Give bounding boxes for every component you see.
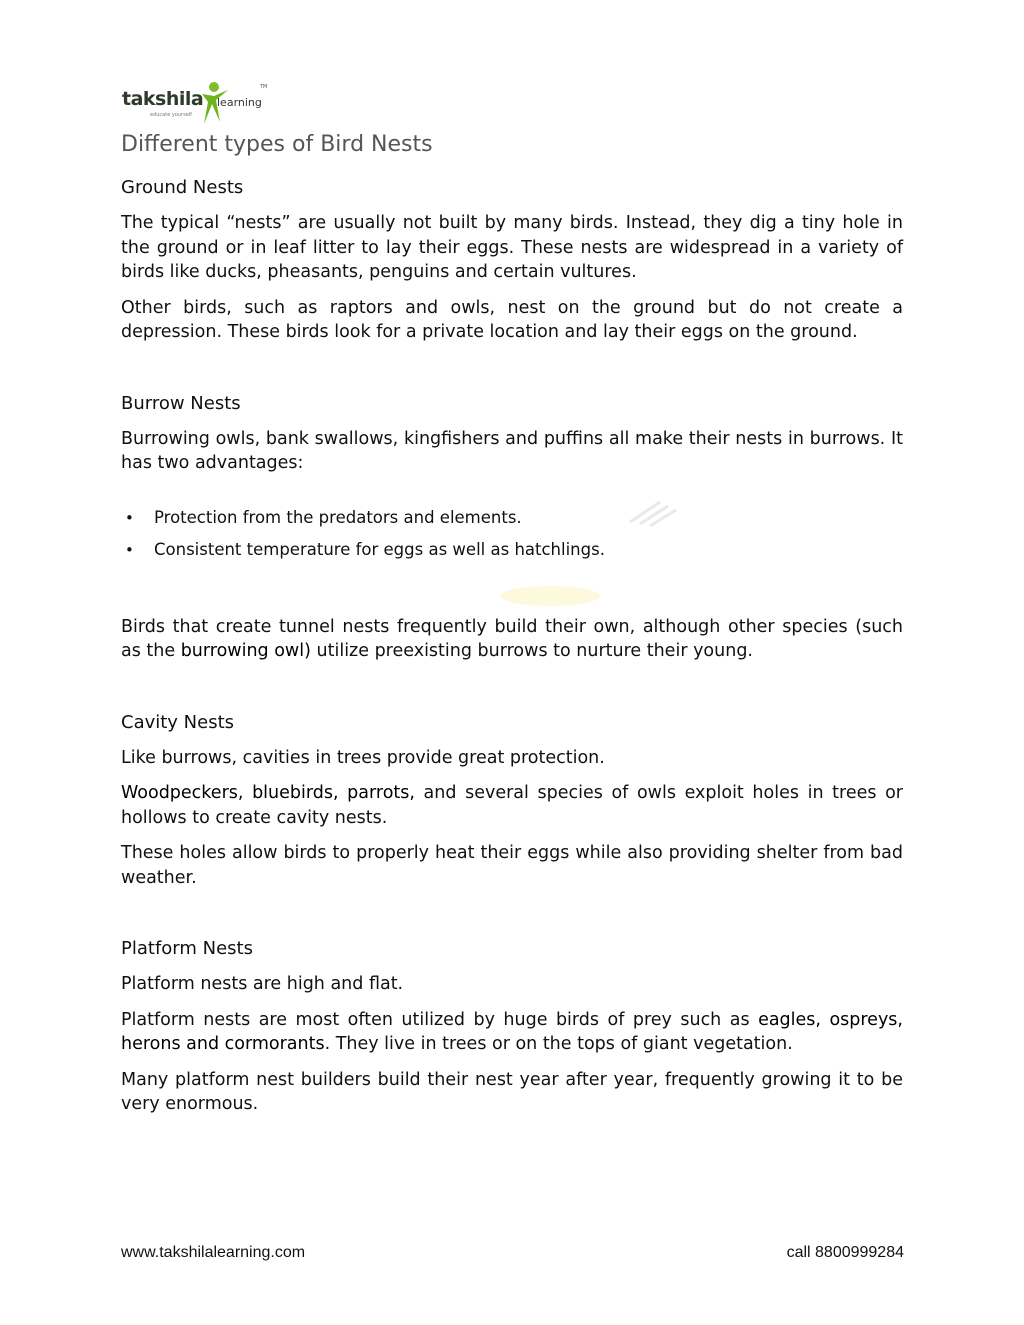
platform-paragraph-3: Many platform nest builders build their nest year after year, frequently growing it to be very enormous. [121, 1069, 903, 1114]
logo-trademark: TM [260, 84, 268, 90]
takshila-logo [120, 78, 270, 130]
heading-cavity-nests: Cavity Nests [121, 711, 235, 733]
platform-paragraph-2-start: Platform nests are most often utilized by huge birds of prey such as [121, 1009, 759, 1030]
burrow-paragraph-1: Burrowing owls, bank swallows, kingfishers and puffins all make their nests in burrows. It has two advantages: [121, 428, 903, 473]
footer-phone: call 8800999284 [786, 1244, 904, 1261]
platform-birds-link[interactable]: eagles, ospreys, herons and cormorants [121, 1009, 903, 1054]
burrow-paragraph-2-start: Birds that create tunnel nests frequently build their own, although other species (such as the [121, 616, 903, 661]
heading-ground-nests: Ground Nests [121, 177, 244, 198]
list-item: • Consistent temperature for eggs as well as hatchlings. [154, 539, 903, 561]
burrowing-owl-link[interactable]: burrowing owl) [180, 641, 311, 661]
heading-burrow-nests: Burrow Nests [121, 392, 241, 414]
cavity-birds-link[interactable]: Woodpeckers, bluebirds, parrots, [121, 783, 415, 803]
footer-website[interactable]: www.takshilalearning.com [121, 1244, 306, 1261]
cavity-paragraph-2-rest: and several species of owls exploit holes in trees or hollows to create cavity nests. [121, 783, 903, 828]
heading-platform-nests: Platform Nests [121, 938, 253, 959]
ground-paragraph-1: The typical “nests” are usually not built by many birds. Instead, they dig a tiny hole in the ground or in leaf litter to lay their eggs. These nests are widespread in a variety of birds like ducks, pheasants, penguins and certain vultures. [121, 213, 903, 282]
burrow-paragraph-2-end: utilize preexisting burrows to nurture their young. [310, 641, 753, 661]
logo-word-learning: learning [217, 96, 262, 109]
platform-paragraph-2-end: . They live in trees or on the tops of giant vegetation. [324, 1034, 793, 1054]
cavity-paragraph-2 [121, 781, 903, 830]
list-item: • Protection from the predators and elements. [154, 507, 903, 529]
page-title: Different types of Bird Nests [121, 132, 433, 157]
ground-paragraph-2: Other birds, such as raptors and owls, nest on the ground but do not create a depression. These birds look for a private location and lay their eggs on the ground. [121, 297, 903, 342]
cavity-paragraph-3: These holes allow birds to properly heat their eggs while also providing shelter from bad weather. [121, 843, 903, 888]
platform-paragraph-2 [121, 1008, 903, 1057]
logo-tagline: educate yourself [150, 112, 192, 118]
document-body [121, 128, 903, 1117]
logo-word-takshila: takshila [122, 88, 204, 110]
cavity-paragraph-1: Like burrows, cavities in trees provide great protection. [121, 747, 605, 768]
platform-paragraph-1: Platform nests are high and flat. [121, 974, 404, 994]
burrow-paragraph-2 [121, 615, 903, 664]
burrow-advantages-list [121, 507, 903, 561]
